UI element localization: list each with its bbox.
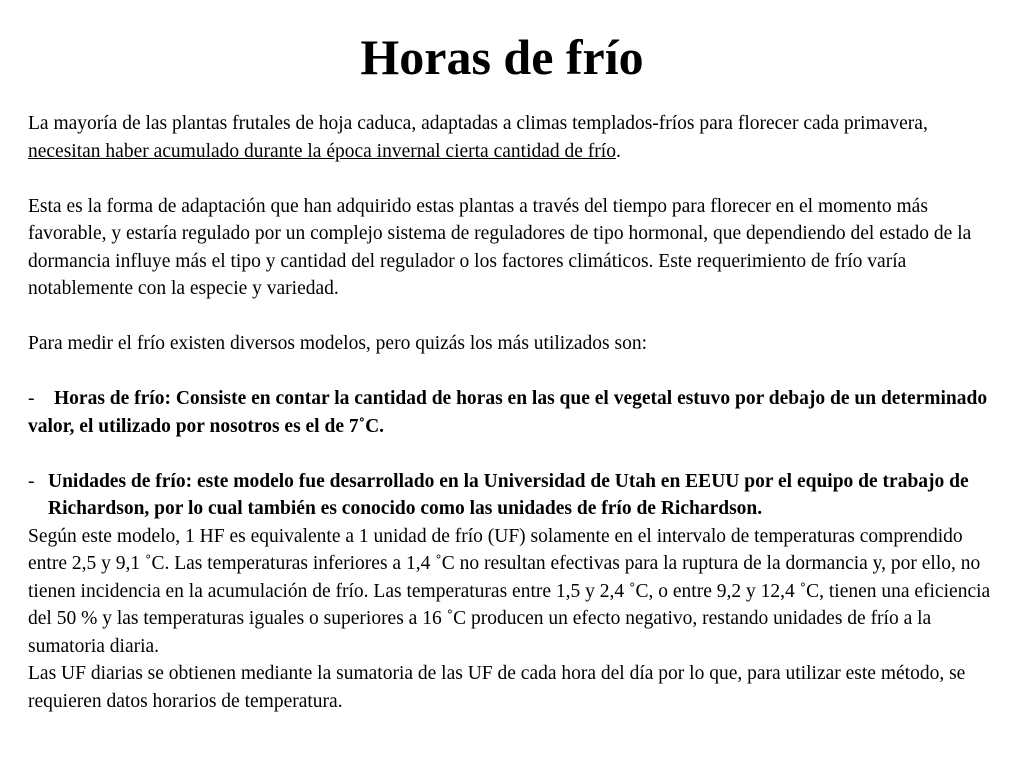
slide-body xyxy=(28,110,998,715)
paragraph-adaptation: Esta es la forma de adaptación que han adquirido estas plantas a través del tiempo para florecer en el momento más favorable, y estaría regulado por un complejo sistema de reguladores de tipo hormonal, que dependiendo del estado de la dormancia influye más el tipo y cantidad del regulador o los factores climáticos. Este requerimiento de frío varía notablemente con la especie y variedad. xyxy=(28,195,972,299)
spacer xyxy=(28,440,998,468)
paragraph-models-intro: Para medir el frío existen diversos modelos, pero quizás los más utilizados son: xyxy=(28,333,648,354)
paragraph-model-description: Según este modelo, 1 HF es equivalente a 1 unidad de frío (UF) solamente en el intervalo de temperaturas comprendido entre 2,5 y 9,1 ˚C. Las temperaturas inferiores a 1,4 ˚C no resultan efectivas para la ruptura de la dormancia y, por ello, no tienen incidencia en la acumulación de frío. Las temperaturas entre 1,5 y 2,4 ˚C, o entre 9,2 y 12,4 ˚C, tienen una eficiencia del 50 % y las temperaturas iguales o superiores a 16 ˚C producen un efecto negativo, restando unidades de frío a la sumatoria diaria. xyxy=(28,525,991,657)
intro-underlined-text: necesitan haber acumulado durante la época invernal cierta cantidad de frío xyxy=(28,140,616,162)
bullet-text: Unidades de frío: este modelo fue desarrollado en la Universidad de Utah en EEUU por el equipo de trabajo de Richardson, por lo cual también es conocido como las unidades de frío de Richardson. xyxy=(48,470,969,519)
intro-text: La mayoría de las plantas frutales de hoja caduca, adaptadas a climas templados-fríos para florecer cada primavera, xyxy=(28,113,928,134)
bullet-unidades-de-frio xyxy=(28,468,998,523)
spacer xyxy=(28,165,998,193)
slide-title: Horas de frío xyxy=(360,29,644,85)
bullet-horas-de-frio xyxy=(28,385,998,440)
bullet-text: Horas de frío: Consiste en contar la cantidad de horas en las que el vegetal estuvo por debajo de un determinado valor, el utilizado por nosotros es el de 7˚C. xyxy=(28,388,988,437)
bullet-dash: - xyxy=(28,470,35,492)
paragraph-intro xyxy=(28,110,998,165)
paragraph-daily-units: Las UF diarias se obtienen mediante la sumatoria de las UF de cada hora del día por lo que, para utilizar este método, se requieren datos horarios de temperatura. xyxy=(28,663,966,712)
bullet-dash: - xyxy=(28,388,40,409)
spacer xyxy=(28,358,998,386)
spacer xyxy=(28,303,998,331)
intro-end-text: . xyxy=(615,140,621,162)
